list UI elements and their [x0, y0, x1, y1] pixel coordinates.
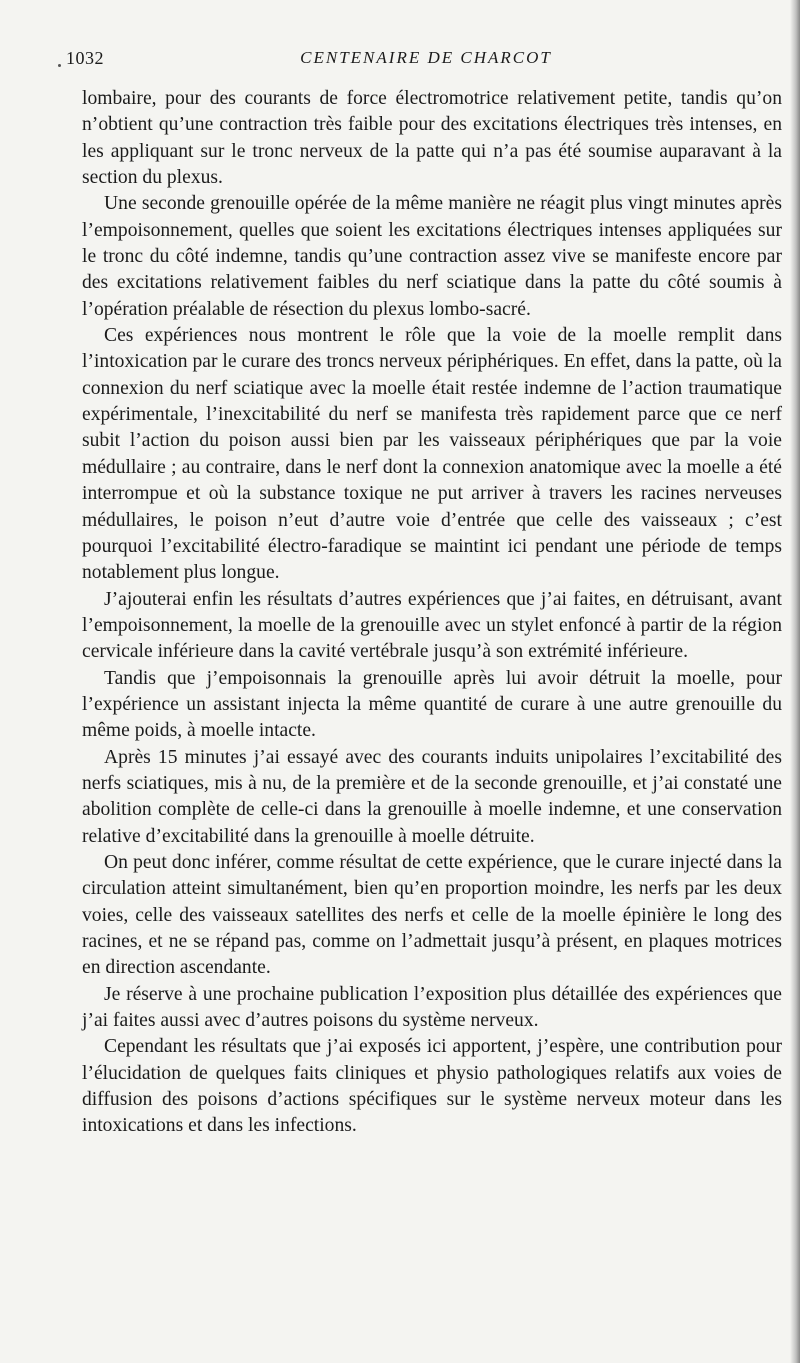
page-edge-shadow — [790, 0, 800, 1363]
running-title: CENTENAIRE DE CHARCOT — [300, 48, 552, 67]
body-text — [82, 86, 782, 1140]
paragraph-continued: lombaire, pour des courants de force électromotrice relativement petite, tandis qu’on n’obtient qu’une contraction très faible pour des excitations électriques très intenses, en les appliquant sur le tronc nerveux de la patte qui n’a pas été soumise auparavant à la section du plexus. — [82, 88, 782, 189]
paragraph: Cependant les résultats que j’ai exposés ici apportent, j’espère, une contribution pour l’élucidation de quelques faits cliniques et physio pathologiques relatifs aux voies de diffusion des poisons d’actions spécifiques sur le système nerveux moteur dans les intoxications et dans les infections. — [82, 1036, 782, 1137]
page-header — [66, 48, 786, 76]
paragraph: Ces expériences nous montrent le rôle que la voie de la moelle remplit dans l’intoxication par le curare des troncs nerveux périphériques. En effet, dans la patte, où la connexion du nerf sciatique avec la moelle était restée indemne de l’action traumatique expérimentale, l’inexcitabilité du nerf se manifesta très rapidement parce que ce nerf subit l’action du poison aussi bien par les vaisseaux périphériques que par la voie médullaire ; au contraire, dans le nerf dont la connexion anatomique avec la moelle a été interrompue et où la substance toxique ne put arriver à travers les racines nerveuses médullaires, le poison n’eut d’autre voie d’entrée que celle des vaisseaux ; c’est pourquoi l’excitabilité électro-faradique se maintint ici pendant une période de temps notablement plus longue. — [82, 325, 782, 584]
paragraph: Tandis que j’empoisonnais la grenouille après lui avoir détruit la moelle, pour l’expérience un assistant injecta la même quantité de curare à une autre grenouille du même poids, à moelle intacte. — [82, 667, 782, 742]
paragraph: On peut donc inférer, comme résultat de cette expérience, que le curare injecté dans la circulation atteint simultanément, bien qu’en proportion moindre, les nerfs par les deux voies, celle des vaisseaux satellites des nerfs et celle de la moelle épinière le long des racines, et ne se répand pas, comme on l’admettait jusqu’à présent, en plaques motrices en direction ascendante. — [82, 851, 782, 979]
margin-mark — [58, 64, 61, 67]
paragraph: J’ajouterai enfin les résultats d’autres expériences que j’ai faites, en détruisant, avant l’empoisonnement, la moelle de la grenouille avec un stylet enfoncé à partir de la région cervicale inférieure dans la cavité vertébrale jusqu’à son extrémité inférieure. — [82, 588, 782, 663]
paragraph: Une seconde grenouille opérée de la même manière ne réagit plus vingt minutes après l’empoisonnement, quelles que soient les excitations électriques intenses appliquées sur le tronc du côté indemne, tandis qu’une contraction assez vive se manifeste encore par des excitations relativement faibles du nerf sciatique dans la patte du côté soumis à l’opération préalable de résection du plexus lombo-sacré. — [82, 193, 782, 320]
page-number: 1032 — [66, 48, 104, 68]
paragraph: Après 15 minutes j’ai essayé avec des courants induits unipolaires l’excitabilité des nerfs sciatiques, mis à nu, de la première et de la seconde grenouille, et j’ai constaté une abolition complète de celle-ci dans la grenouille à moelle indemne, et une conservation relative d’excitabilité dans la grenouille à moelle détruite. — [82, 746, 782, 847]
paragraph: Je réserve à une prochaine publication l’exposition plus détaillée des expériences que j’ai faites aussi avec d’autres poisons du système nerveux. — [82, 983, 782, 1032]
